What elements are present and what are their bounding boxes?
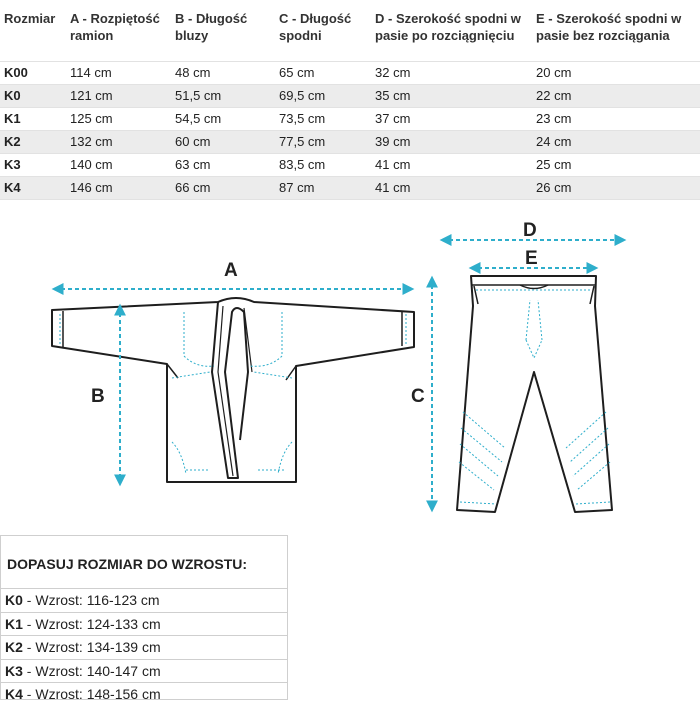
dimension-e-label: E — [525, 248, 538, 269]
height-size-code: K0 — [5, 592, 23, 608]
header-waist-stretched: D - Szerokość spodni w pasie po rozciągnięciu — [375, 11, 521, 43]
table-cell: 132 cm — [66, 130, 171, 153]
table-cell: 73,5 cm — [275, 107, 371, 130]
table-cell: 41 cm — [371, 153, 532, 176]
table-cell: 26 cm — [532, 176, 700, 199]
dimension-d-label: D — [523, 220, 537, 241]
table-cell: 25 cm — [532, 153, 700, 176]
height-range: Wzrost: 140-147 cm — [35, 662, 161, 679]
header-arm-span: A - Rozpiętość ramion — [70, 11, 160, 43]
table-cell: 20 cm — [532, 61, 700, 84]
table-cell: 32 cm — [371, 61, 532, 84]
list-item — [1, 613, 287, 637]
table-row — [0, 84, 700, 107]
table-cell: 140 cm — [66, 153, 171, 176]
height-separator: - — [22, 662, 36, 679]
table-cell: 66 cm — [171, 176, 275, 199]
table-cell: 65 cm — [275, 61, 371, 84]
table-cell: 24 cm — [532, 130, 700, 153]
dimension-c-label: C — [411, 386, 425, 407]
table-cell: 39 cm — [371, 130, 532, 153]
table-cell: 125 cm — [66, 107, 171, 130]
pants-drawing — [411, 220, 624, 512]
table-cell: 35 cm — [371, 84, 532, 107]
height-range: Wzrost: 148-156 cm — [35, 686, 161, 702]
size-code-cell: K00 — [0, 61, 66, 84]
table-cell: 87 cm — [275, 176, 371, 199]
table-cell: 51,5 cm — [171, 84, 275, 107]
height-size-code: K1 — [5, 615, 23, 632]
table-cell: 22 cm — [532, 84, 700, 107]
height-size-code: K2 — [5, 639, 23, 655]
header-pants-length: C - Długość spodni — [279, 11, 352, 43]
height-range: Wzrost: 116-123 cm — [35, 592, 160, 608]
table-row — [0, 176, 700, 199]
table-row — [0, 153, 700, 176]
table-cell: 54,5 cm — [171, 107, 275, 130]
height-separator: - — [22, 686, 36, 702]
size-table — [0, 0, 700, 200]
height-range: Wzrost: 124-133 cm — [35, 615, 161, 632]
gi-measurement-diagram — [0, 210, 700, 525]
table-cell: 23 cm — [532, 107, 700, 130]
list-item — [1, 683, 287, 706]
height-fit-title: DOPASUJ ROZMIAR DO WZROSTU: — [1, 536, 287, 589]
table-cell: 114 cm — [66, 61, 171, 84]
size-code-cell: K1 — [0, 107, 66, 130]
table-cell: 63 cm — [171, 153, 275, 176]
table-cell: 41 cm — [371, 176, 532, 199]
height-fit-box — [0, 535, 288, 700]
height-size-code: K3 — [5, 662, 23, 679]
table-cell: 48 cm — [171, 61, 275, 84]
dimension-a-label: A — [224, 260, 238, 281]
header-jacket-length: B - Długość bluzy — [175, 11, 248, 43]
table-cell: 37 cm — [371, 107, 532, 130]
table-row — [0, 130, 700, 153]
table-cell: 69,5 cm — [275, 84, 371, 107]
list-item — [1, 636, 287, 660]
header-waist-unstretched: E - Szerokość spodni w pasie bez rozciągania — [536, 11, 682, 43]
list-item — [1, 589, 287, 613]
size-code-cell: K4 — [0, 176, 66, 199]
height-separator: - — [22, 615, 36, 632]
height-separator: - — [22, 592, 36, 608]
size-code-cell: K2 — [0, 130, 66, 153]
height-range: Wzrost: 134-139 cm — [35, 639, 161, 655]
height-size-code: K4 — [5, 686, 23, 702]
size-code-cell: K3 — [0, 153, 66, 176]
table-row — [0, 107, 700, 130]
size-table-header-row — [0, 0, 700, 61]
table-cell: 60 cm — [171, 130, 275, 153]
jacket-drawing — [52, 260, 414, 484]
height-separator: - — [22, 639, 36, 655]
size-code-cell: K0 — [0, 84, 66, 107]
header-size: Rozmiar — [4, 11, 56, 26]
pants-outline — [457, 276, 612, 512]
jacket-outline — [52, 298, 414, 482]
list-item — [1, 660, 287, 684]
table-row — [0, 61, 700, 84]
table-cell: 146 cm — [66, 176, 171, 199]
table-cell: 121 cm — [66, 84, 171, 107]
table-cell: 77,5 cm — [275, 130, 371, 153]
table-cell: 83,5 cm — [275, 153, 371, 176]
dimension-b-label: B — [91, 386, 105, 407]
